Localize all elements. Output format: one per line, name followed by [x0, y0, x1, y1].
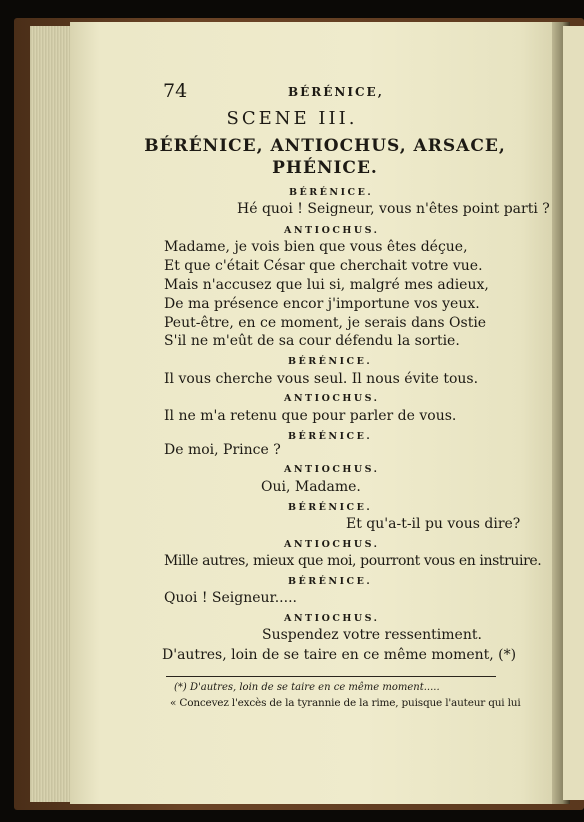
verse-line: Madame, je vois bien que vous êtes déçue,	[164, 239, 468, 255]
verse-line: De moi, Prince ?	[164, 442, 281, 458]
footnote-line-2: « Concevez l'excès de la tyrannie de la rime, puisque l'auteur qui lui	[170, 697, 521, 709]
verse-line: Et qu'a-t-il pu vous dire?	[346, 516, 521, 532]
verse-line: Il ne m'a retenu que pour parler de vous.	[164, 408, 457, 424]
scene-title: SCENE III.	[226, 108, 358, 129]
verse-line: D'autres, loin de se taire en ce même moment, (*)	[162, 647, 517, 663]
verse-line: Mille autres, mieux que moi, pourront vous en instruire.	[164, 553, 542, 569]
speaker-label: ANTIOCHUS.	[284, 225, 380, 236]
scene-characters-line-1: BÉRÉNICE, ANTIOCHUS, ARSACE,	[144, 136, 506, 156]
scene-characters-line-2: PHÉNICE.	[272, 158, 378, 178]
verse-line: Hé quoi ! Seigneur, vous n'êtes point parti ?	[237, 201, 550, 217]
verse-line: Oui, Madame.	[261, 479, 361, 495]
verse-line: De ma présence encor j'importune vos yeux.	[164, 296, 480, 312]
speaker-label: BÉRÉNICE.	[288, 502, 373, 513]
verse-line: Il vous cherche vous seul. Il nous évite tous.	[164, 371, 479, 387]
page-number: 74	[163, 80, 188, 102]
speaker-label: BÉRÉNICE.	[289, 187, 374, 198]
speaker-label: BÉRÉNICE.	[288, 576, 373, 587]
verse-line: Suspendez votre ressentiment.	[262, 627, 482, 643]
speaker-label: ANTIOCHUS.	[284, 464, 380, 475]
speaker-label: ANTIOCHUS.	[284, 539, 380, 550]
speaker-label: ANTIOCHUS.	[284, 393, 380, 404]
speaker-label: ANTIOCHUS.	[284, 613, 380, 624]
footnote-rule	[166, 676, 496, 677]
running-title: BÉRÉNICE,	[288, 85, 384, 99]
speaker-label: BÉRÉNICE.	[288, 356, 373, 367]
footnote-line-1: (*) D'autres, loin de se taire en ce même moment.....	[174, 682, 440, 693]
verse-line: Et que c'était César que cherchait votre vue.	[164, 258, 483, 274]
speaker-label: BÉRÉNICE.	[288, 431, 373, 442]
verse-line: S'il ne m'eût de sa cour défendu la sortie.	[164, 333, 460, 349]
verse-line: Quoi ! Seigneur.....	[164, 590, 297, 606]
verse-line: Peut-être, en ce moment, je serais dans Ostie	[164, 315, 487, 331]
verse-line: Mais n'accusez que lui si, malgré mes adieux,	[164, 277, 489, 293]
